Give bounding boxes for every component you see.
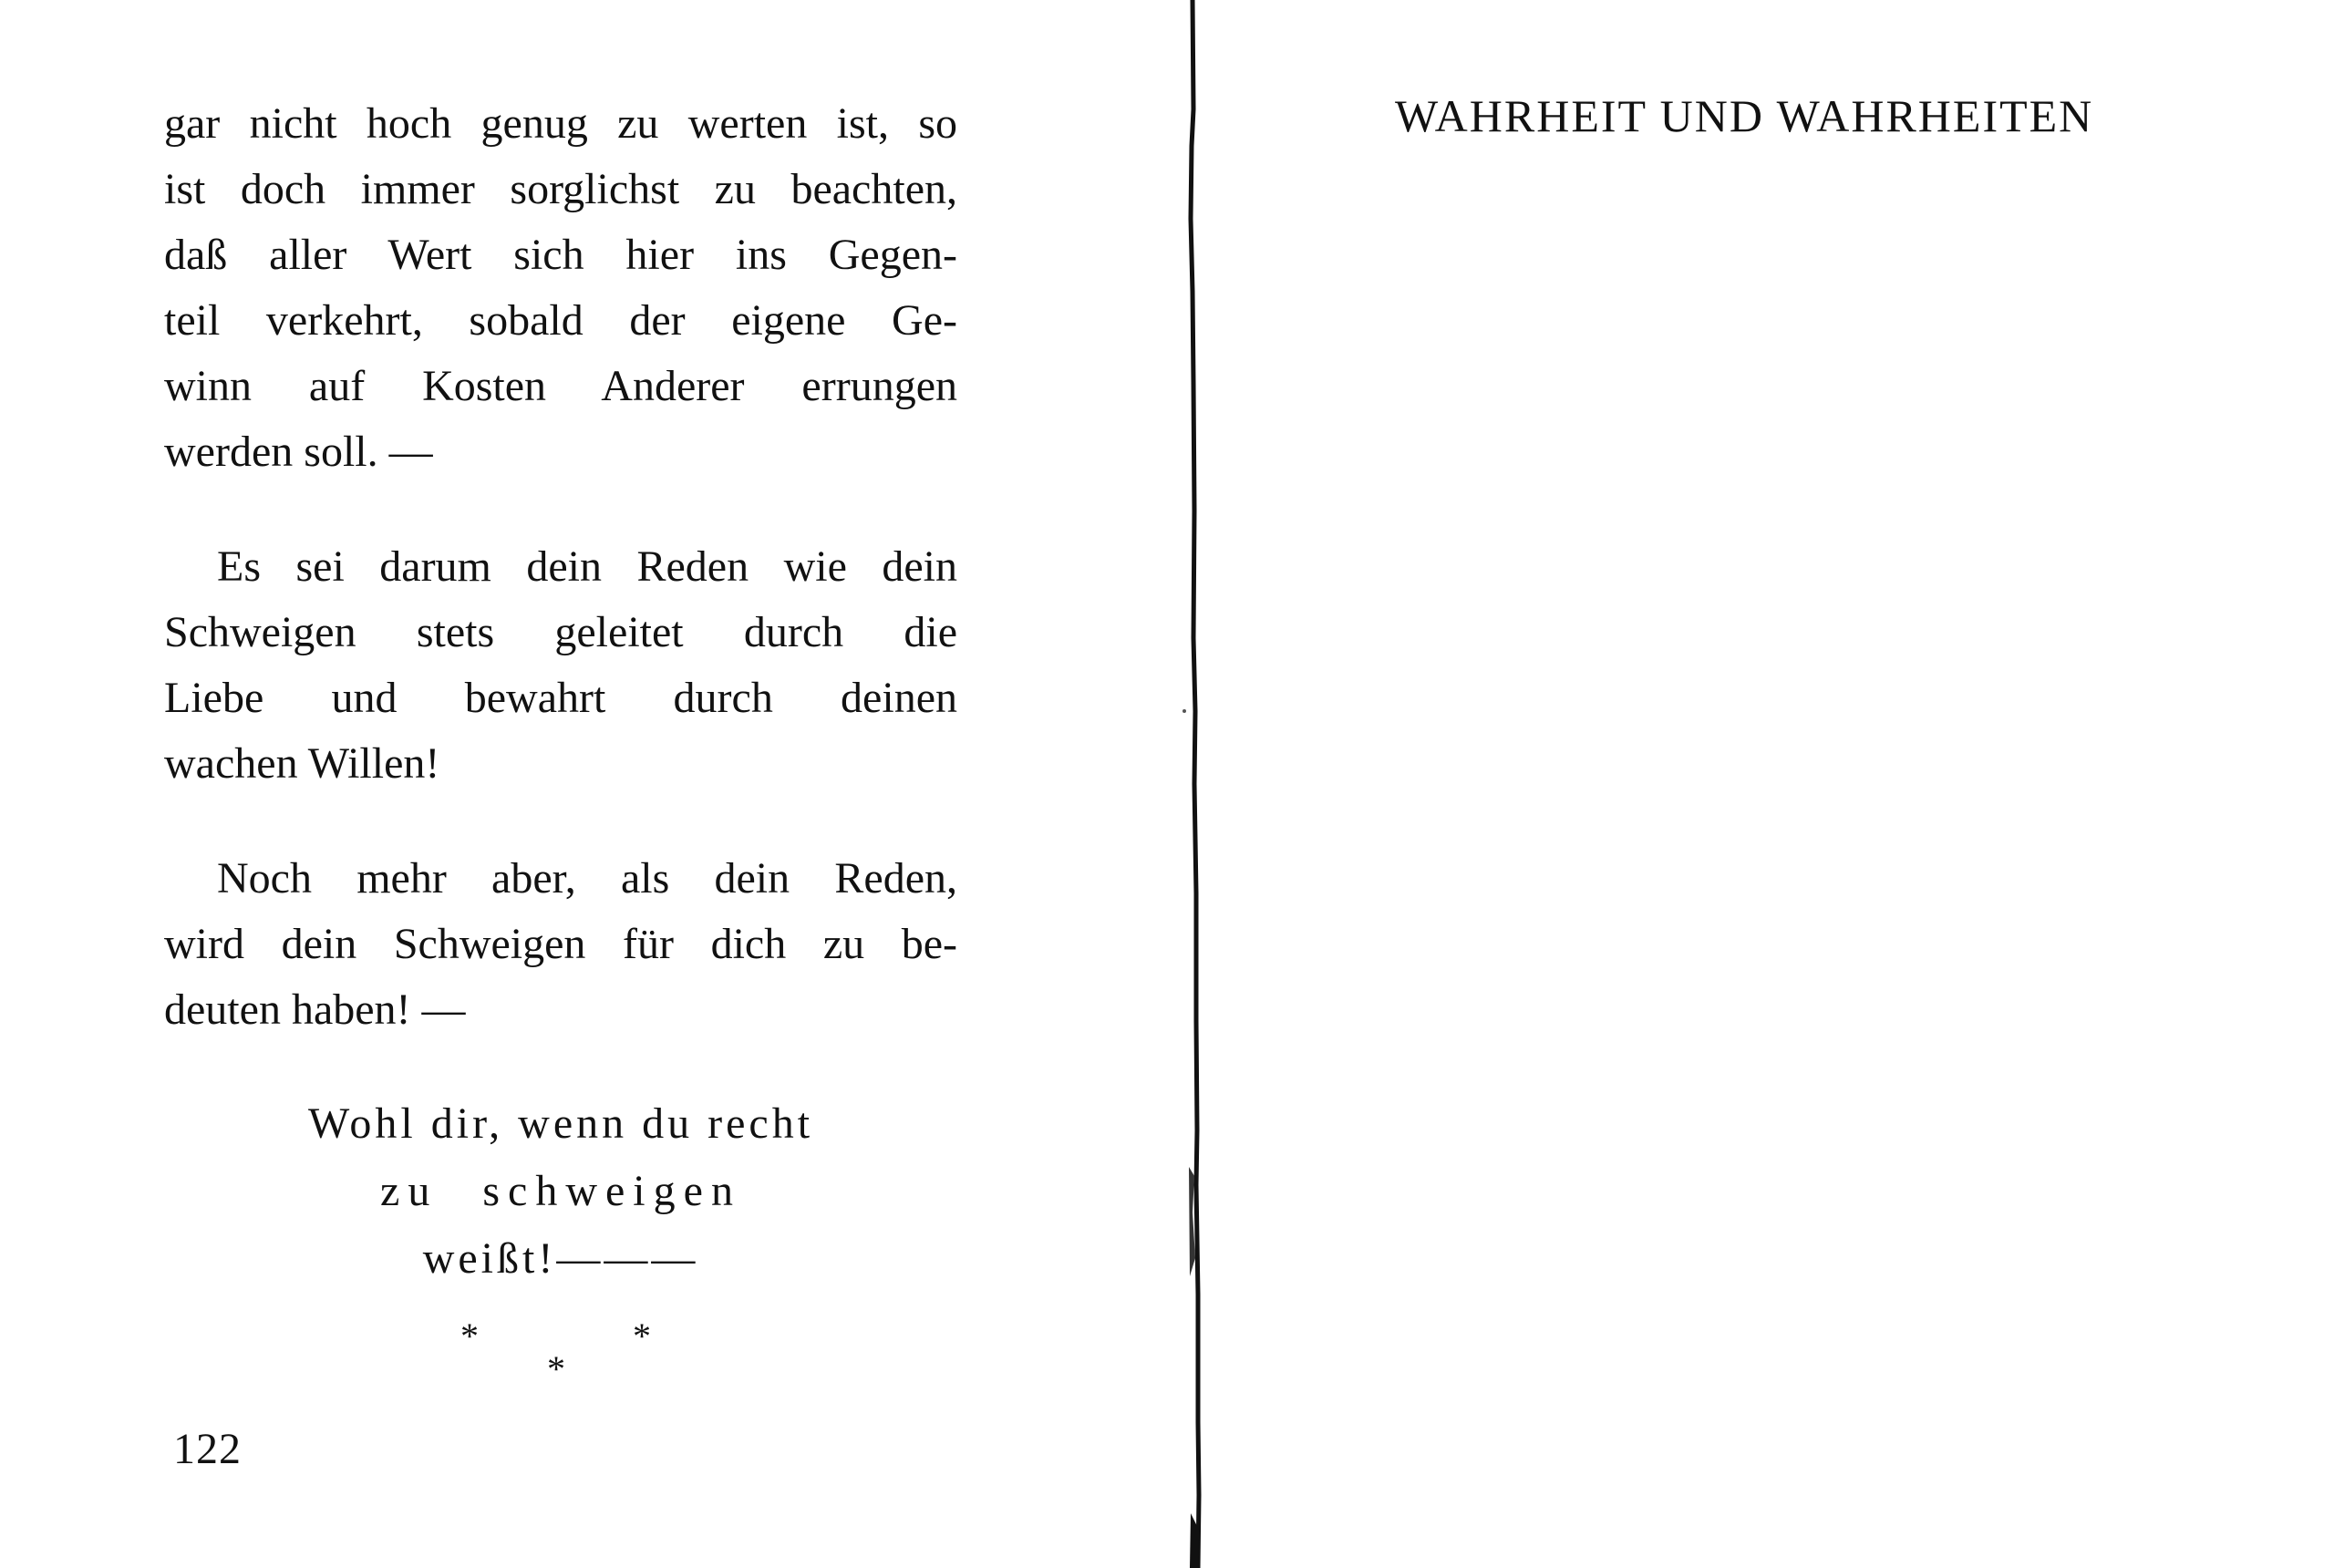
left-page: [164, 91, 957, 1391]
paragraph-line: werden soll. —: [164, 428, 433, 476]
gutter-line-graphic: [1176, 0, 1213, 1568]
paragraph-line: gar nicht hoch genug zu werten ist, so: [164, 99, 957, 148]
right-page: [1213, 0, 2334, 1568]
page-number: 122: [173, 1425, 242, 1473]
paragraph-line: daß aller Wert sich hier ins Gegen-: [164, 231, 957, 279]
asterism: [164, 1315, 957, 1391]
paragraph-3: [164, 846, 957, 1043]
paragraph-line: Noch mehr aber, als dein Reden,: [217, 854, 957, 903]
paragraph-line: wachen Willen!: [164, 739, 440, 788]
verse-line: Wohl dir, wenn du recht: [307, 1099, 814, 1148]
asterisk-ornament: *: [633, 1315, 651, 1357]
paragraph-1: [164, 91, 957, 485]
paragraph-line: Liebe und bewahrt durch deinen: [164, 674, 957, 722]
binding-gutter: [1176, 0, 1213, 1568]
verse-line: zu schweigen: [380, 1167, 741, 1215]
closing-verse: [164, 1090, 957, 1293]
paragraph-line: teil verkehrt, sobald der eigene Ge-: [164, 296, 957, 345]
paragraph-2: [164, 534, 957, 797]
verse-line: weißt!———: [422, 1234, 699, 1283]
paragraph-line: Schweigen stets geleitet durch die: [164, 608, 957, 656]
paragraph-line: winn auf Kosten Anderer errungen: [164, 362, 957, 410]
running-title: WAHRHEIT UND WAHRHEITEN: [1395, 90, 2094, 141]
paragraph-line: ist doch immer sorglichst zu beachten,: [164, 165, 957, 213]
paragraph-line: deuten haben! —: [164, 985, 466, 1034]
asterisk-ornament: *: [460, 1315, 479, 1357]
paragraph-line: Es sei darum dein Reden wie dein: [217, 542, 957, 591]
paragraph-line: wird dein Schweigen für dich zu be-: [164, 920, 957, 968]
asterisk-ornament: *: [547, 1348, 565, 1389]
